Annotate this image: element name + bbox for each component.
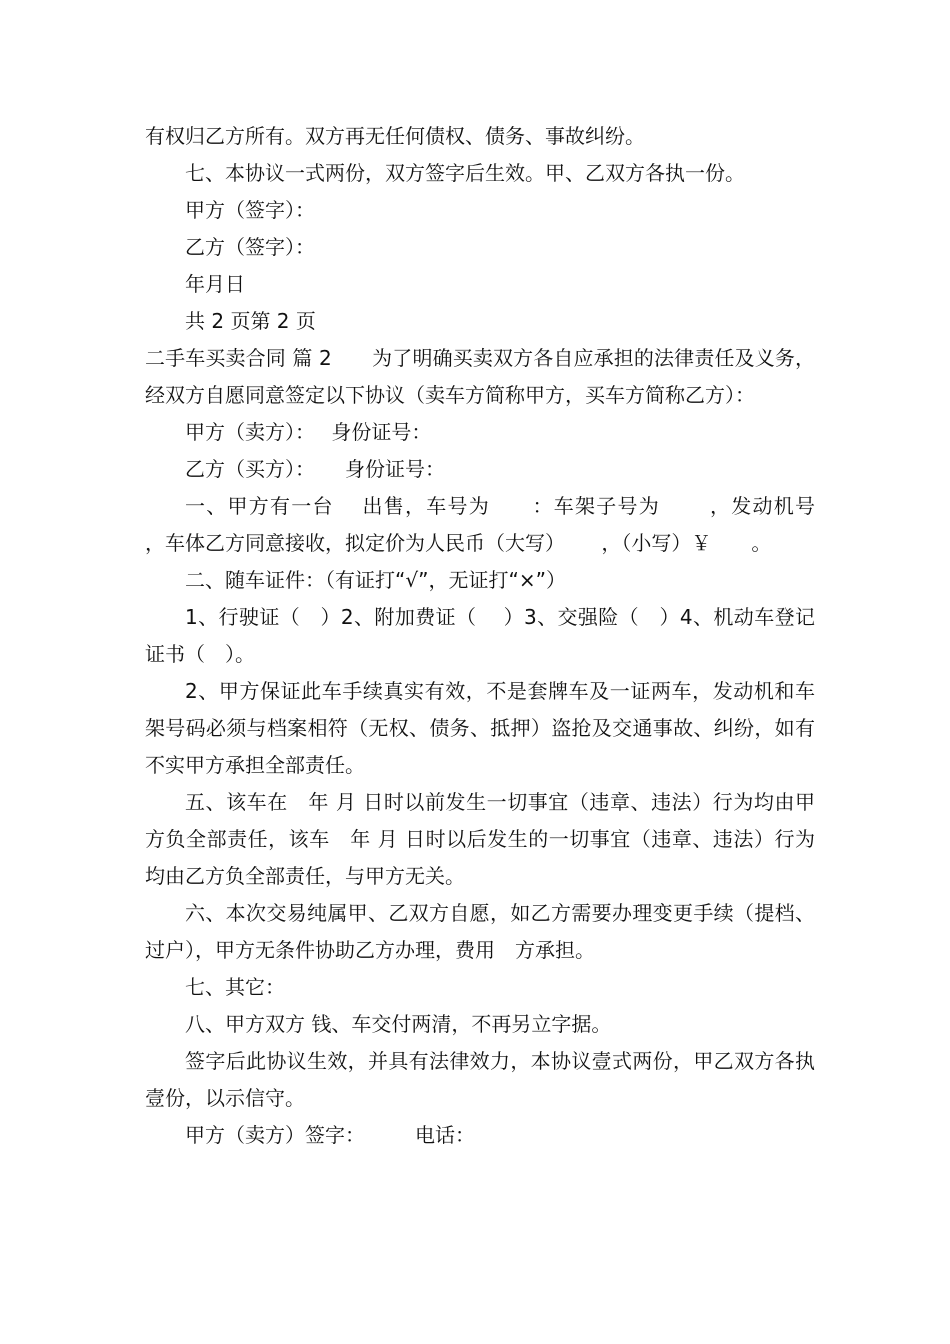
- clause-other: 七、其它：: [185, 975, 285, 999]
- contract-2-intro: 二手车买卖合同 篇 2 为了明确买卖双方各自应承担的法律责任及义务，经双方自愿同意签定以下协议（卖车方简称甲方，买车方简称乙方）：: [145, 346, 815, 407]
- date-line: 年月日: [185, 272, 245, 296]
- paragraph-ownership-clause: 有权归乙方所有。双方再无任何债权、债务、事故纠纷。: [145, 124, 645, 148]
- clause-liability-period: 五、该车在 年 月 日时以前发生一切事宜（违章、违法）行为均由甲方负全部责任，该车 年 月 日时以后发生的一切事宜（违章、违法）行为均由乙方负全部责任，与甲方无关。: [145, 790, 815, 888]
- document-body: [145, 118, 842, 1154]
- clause-effectiveness: 签字后此协议生效，并具有法律效力，本协议壹式两份，甲乙双方各执壹份，以示信守。: [145, 1049, 815, 1110]
- clause-settlement: 八、甲方双方 钱、车交付两清，不再另立字据。: [185, 1012, 612, 1036]
- paragraph-copies-clause: 七、本协议一式两份，双方签字后生效。甲、乙双方各执一份。: [185, 161, 745, 185]
- documents-checklist: 1、行驶证（ ）2、附加费证（ ）3、交强险（ ）4、机动车登记证书（ ）。: [145, 605, 815, 666]
- clause-documents: 二、随车证件：（有证打“√”，无证打“×”）: [185, 568, 566, 592]
- seller-signature-phone-line: 甲方（卖方）签字： 电话：: [185, 1123, 475, 1147]
- party-b-signature-line: 乙方（签字）：: [185, 235, 315, 259]
- party-a-signature-line: 甲方（签字）：: [185, 198, 315, 222]
- clause-transfer-assist: 六、本次交易纯属甲、乙双方自愿，如乙方需要办理变更手续（提档、过户），甲方无条件协助乙方办理，费用 方承担。: [145, 901, 815, 962]
- clause-vehicle-sale: 一、甲方有一台 出售，车号为 ：车架子号为 ，发动机号 ，车体乙方同意接收，拟定价为人民币（大写） ，（小写）￥ 。: [145, 494, 842, 555]
- seller-id-line: 甲方（卖方）： 身份证号：: [185, 420, 432, 444]
- clause-seller-guarantee: 2、甲方保证此车手续真实有效，不是套牌车及一证两车，发动机和车架号码必须与档案相符（无权、债务、抵押）盗抢及交通事故、纠纷，如有不实甲方承担全部责任。: [145, 679, 815, 777]
- buyer-id-line: 乙方（买方）： 身份证号：: [185, 457, 445, 481]
- page-count-line: 共 2 页第 2 页: [185, 309, 316, 333]
